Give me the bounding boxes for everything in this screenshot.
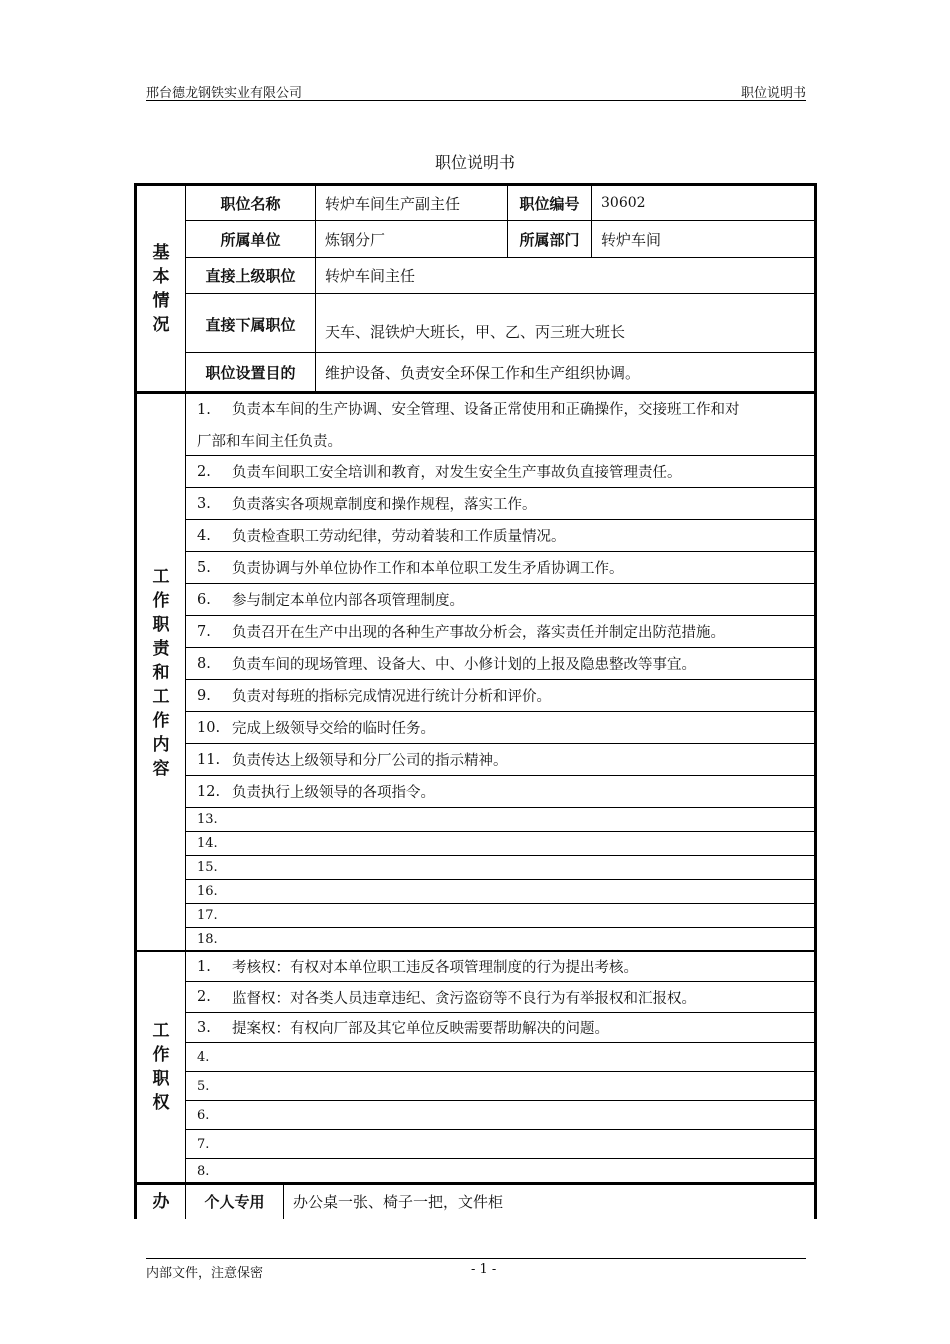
position-name: 转炉车间生产副主任	[325, 194, 461, 213]
unit-value: 炼钢分厂	[325, 230, 386, 249]
authority-item: 4.	[197, 1049, 210, 1065]
duty-item: 1. 负责本车间的生产协调、安全管理、设备正常使用和正确操作，交接班工作和对 厂部和车间主任负责。	[197, 402, 740, 450]
section-duties: 工 作 职 责 和 工 作 内 容	[152, 566, 170, 779]
duty-item: 15.	[197, 860, 218, 875]
purpose-label: 职位设置目的	[205, 363, 296, 382]
position-code: 30602	[601, 195, 646, 211]
duty-item: 17.	[197, 908, 218, 923]
duty-item: 13.	[197, 812, 218, 827]
section-office: 办	[152, 1192, 170, 1212]
authority-item: 5.	[197, 1078, 210, 1094]
subordinate-value: 天车、混铁炉大班长，甲、乙、丙三班大班长	[325, 323, 626, 341]
company-name: 邢台德龙钢铁实业有限公司	[146, 86, 303, 101]
footer-note: 内部文件，注意保密	[146, 1266, 264, 1281]
page-footer	[146, 1258, 806, 1281]
duty-item: 11. 负责传达上级领导和分厂公司的指示精神。	[197, 751, 508, 769]
duty-item: 18.	[197, 931, 218, 947]
position-name-label: 职位名称	[220, 194, 281, 213]
purpose-value: 维护设备、负责安全环保工作和生产组织协调。	[325, 363, 641, 382]
dept-label: 所属部门	[519, 230, 580, 249]
office-value: 办公桌一张、椅子一把，文件柜	[293, 1192, 504, 1211]
duty-item: 6. 参与制定本单位内部各项管理制度。	[197, 591, 464, 609]
authority-item: 7.	[197, 1136, 210, 1152]
duty-item: 5. 负责协调与外单位协作工作和本单位职工发生矛盾协调工作。	[197, 559, 624, 577]
duty-item: 16.	[197, 884, 218, 899]
duty-item: 4. 负责检查职工劳动纪律，劳动着装和工作质量情况。	[197, 527, 566, 545]
duty-item: 14.	[197, 836, 218, 851]
dept-value: 转炉车间	[601, 230, 662, 249]
authority-item: 8.	[197, 1163, 210, 1179]
superior-value: 转炉车间主任	[325, 267, 416, 285]
duty-item: 10. 完成上级领导交给的临时任务。	[197, 719, 435, 737]
section-authority: 工 作 职 权	[152, 1021, 170, 1113]
authority-item: 3. 提案权：有权向厂部及其它单位反映需要帮助解决的问题。	[197, 1019, 609, 1037]
position-code-label: 职位编号	[519, 194, 580, 213]
superior-label: 直接上级职位	[205, 267, 296, 285]
page-title: 职位说明书	[434, 153, 515, 172]
header-doc-type: 职位说明书	[740, 86, 806, 101]
duty-item: 12. 负责执行上级领导的各项指令。	[197, 783, 435, 801]
duty-item: 7. 负责召开在生产中出现的各种生产事故分析会，落实责任并制定出防范措施。	[197, 623, 725, 641]
duty-item: 3. 负责落实各项规章制度和操作规程，落实工作。	[197, 495, 537, 513]
page-number: - 1 -	[471, 1262, 497, 1277]
office-label: 个人专用	[204, 1192, 265, 1211]
job-description-table	[134, 183, 817, 1219]
subordinate-label: 直接下属职位	[205, 316, 296, 334]
duty-item: 2. 负责车间职工安全培训和教育，对发生安全生产事故负直接管理责任。	[197, 463, 682, 481]
page-header	[146, 82, 806, 101]
authority-item: 1. 考核权：有权对本单位职工违反各项管理制度的行为提出考核。	[197, 958, 638, 976]
authority-item: 6.	[197, 1107, 210, 1123]
authority-item: 2. 监督权：对各类人员违章违纪、贪污盗窃等不良行为有举报权和汇报权。	[197, 989, 696, 1007]
duty-item: 8. 负责车间的现场管理、设备大、中、小修计划的上报及隐患整改等事宜。	[197, 655, 696, 673]
unit-label: 所属单位	[220, 230, 281, 249]
duty-item: 9. 负责对每班的指标完成情况进行统计分析和评价。	[197, 687, 551, 705]
section-basic-info: 基 本 情 况	[152, 242, 170, 335]
